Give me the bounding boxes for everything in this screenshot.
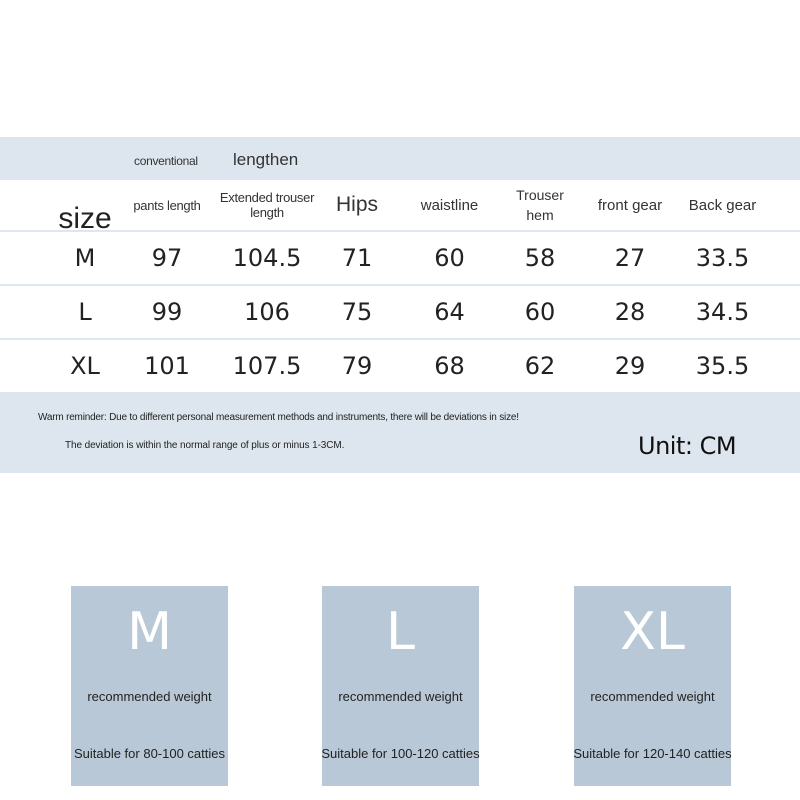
card-suitable-text: Suitable for 100-120 catties [321,746,480,761]
warm-reminder-text: Warm reminder: Due to different personal measurement methods and instruments, there will be deviations in size! [38,412,519,423]
table-cell: 99 [151,298,183,326]
table-cell: 107.5 [232,352,302,380]
table-cell: 60 [524,298,556,326]
table-row [0,340,800,394]
card-size-letter: XL [620,602,685,662]
group-label-conventional: conventional [134,154,198,168]
table-cell: 75 [341,298,373,326]
header-trouser-hem: Trouser hem [516,187,564,223]
size-card-m [71,586,228,786]
table-header-row [0,180,800,235]
table-cell: 60 [434,244,465,272]
card-suitable-text: Suitable for 80-100 catties [73,746,226,761]
table-cell: 68 [434,352,465,380]
deviation-text: The deviation is within the normal range of plus or minus 1-3CM. [65,440,345,451]
header-front-gear: front gear [597,196,663,214]
table-cell: 33.5 [695,244,750,272]
table-cell: 34.5 [695,298,750,326]
card-recommended-label: recommended weight [87,689,212,704]
table-cell: 106 [244,298,290,326]
header-extended-length: Extended trouser length [219,190,315,220]
table-cell: 28 [614,298,646,326]
header-waistline: waistline [420,196,479,214]
table-row [0,232,800,286]
table-cell: 27 [614,244,646,272]
size-card-xl [574,586,731,786]
card-recommended-label: recommended weight [338,689,463,704]
table-cell: 35.5 [695,352,750,380]
table-cell: 64 [434,298,465,326]
table-cell: 29 [614,352,646,380]
table-cell: XL [70,352,100,380]
table-cell: 62 [524,352,556,380]
header-size: size [58,202,112,235]
unit-label: Unit: CM [638,432,737,460]
table-cell: 97 [151,244,183,272]
table-caption-band [0,137,800,180]
table-cell: L [78,298,92,326]
size-card-l [322,586,479,786]
header-pants-length: pants length [133,197,201,213]
header-back-gear: Back gear [688,196,757,214]
card-size-letter: M [127,602,172,662]
card-recommended-label: recommended weight [590,689,715,704]
group-label-lengthen: lengthen [233,150,299,169]
table-cell: 71 [341,244,373,272]
table-cell: M [74,244,96,272]
table-cell: 79 [341,352,373,380]
header-hips: Hips [335,193,378,216]
table-cell: 101 [144,352,190,380]
table-cell: 58 [524,244,556,272]
table-row [0,286,800,340]
card-size-letter: L [386,602,415,662]
size-table [0,180,800,394]
card-suitable-text: Suitable for 120-140 catties [573,746,732,761]
table-cell: 104.5 [232,244,302,272]
